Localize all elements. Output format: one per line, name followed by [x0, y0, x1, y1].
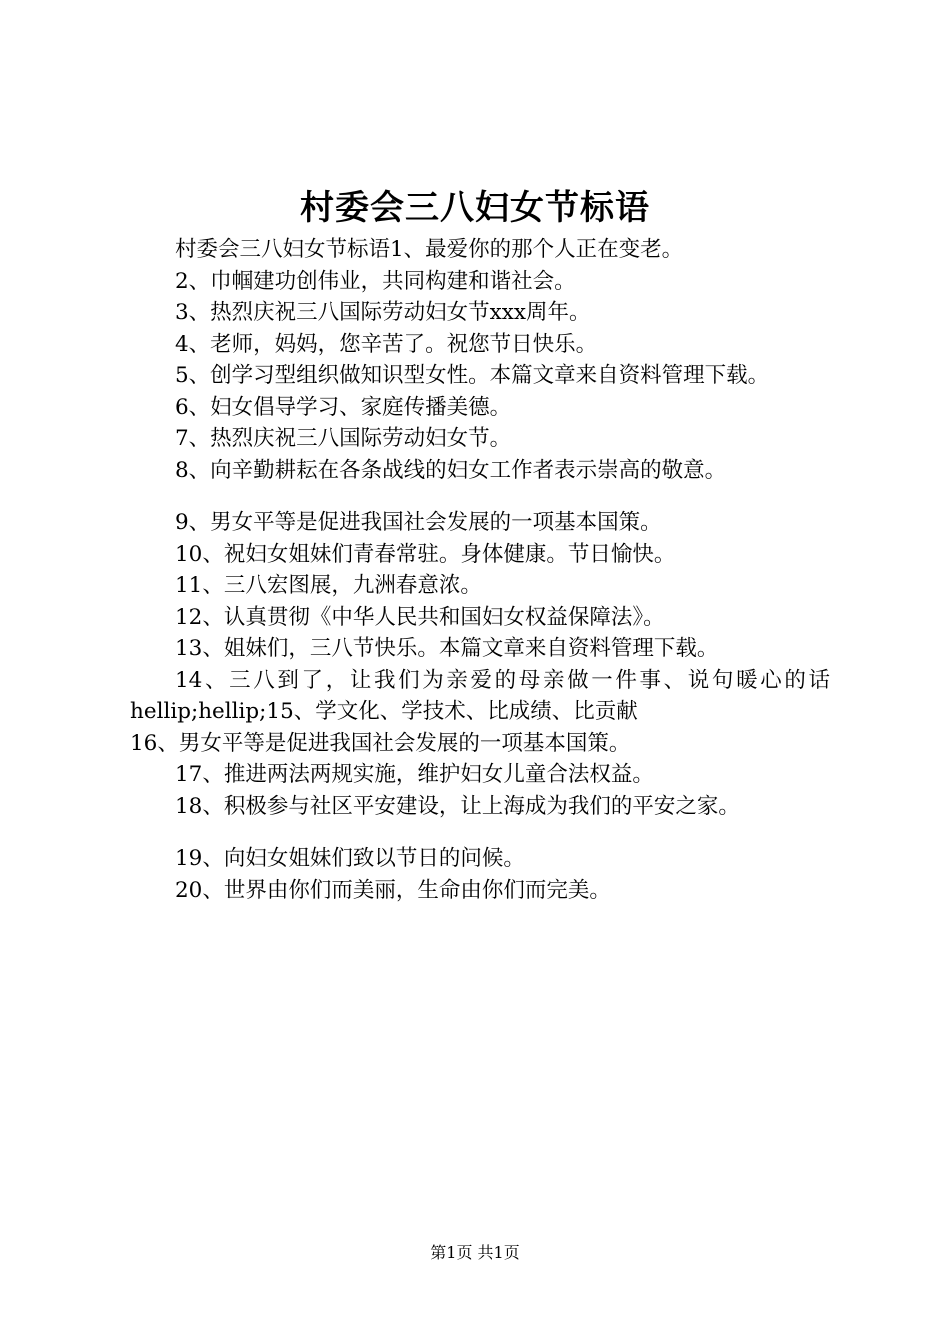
page-number-footer: 第1页 共1页: [430, 1243, 520, 1262]
paragraph-spacer: [130, 822, 830, 843]
paragraph-20: 20、世界由你们而美丽，生命由你们而完美。: [175, 877, 611, 903]
paragraph-16: 16、男女平等是促进我国社会发展的一项基本国策。: [130, 730, 631, 756]
paragraph-6: 6、妇女倡导学习、家庭传播美德。: [175, 394, 512, 420]
document-title: 村委会三八妇女节标语: [300, 188, 650, 228]
paragraph-14: 14、三八到了，让我们为亲爱的母亲做一件事、说句暖心的话hellip;hellip;15、学文化、学技术、比成绩、比贡献: [130, 667, 830, 724]
paragraph-19: 19、向妇女姐妹们致以节日的问候。: [175, 846, 525, 871]
paragraph-18: 18、积极参与社区平安建设，让上海成为我们的平安之家。: [175, 793, 740, 819]
paragraph-5: 5、创学习型组织做知识型女性。本篇文章来自资料管理下载。: [175, 363, 770, 388]
paragraph-9: 9、男女平等是促进我国社会发展的一项基本国策。: [175, 510, 662, 535]
paragraph-spacer: [130, 486, 830, 507]
paragraph-4: 4、老师，妈妈，您辛苦了。祝您节日快乐。: [175, 331, 598, 357]
paragraph-1: 村委会三八妇女节标语1、最爱你的那个人正在变老。: [175, 237, 684, 262]
paragraph-12: 12、认真贯彻《中华人民共和国妇女权益保障法》。: [175, 604, 665, 630]
paragraph-2: 2、巾帼建功创伟业，共同构建和谐社会。: [175, 268, 576, 294]
paragraph-17: 17、推进两法两规实施，维护妇女儿童合法权益。: [175, 762, 654, 787]
paragraph-11: 11、三八宏图展，九洲春意浓。: [175, 573, 482, 598]
paragraph-10: 10、祝妇女姐妹们青春常驻。身体健康。节日愉快。: [175, 541, 676, 567]
paragraph-7: 7、热烈庆祝三八国际劳动妇女节。: [175, 426, 512, 451]
paragraph-13: 13、姐妹们，三八节快乐。本篇文章来自资料管理下载。: [175, 636, 719, 661]
paragraph-8: 8、向辛勤耕耘在各条战线的妇女工作者表示崇高的敬意。: [175, 457, 727, 483]
paragraph-3: 3、热烈庆祝三八国际劳动妇女节xxx周年。: [175, 300, 591, 325]
document-body: [130, 234, 830, 906]
